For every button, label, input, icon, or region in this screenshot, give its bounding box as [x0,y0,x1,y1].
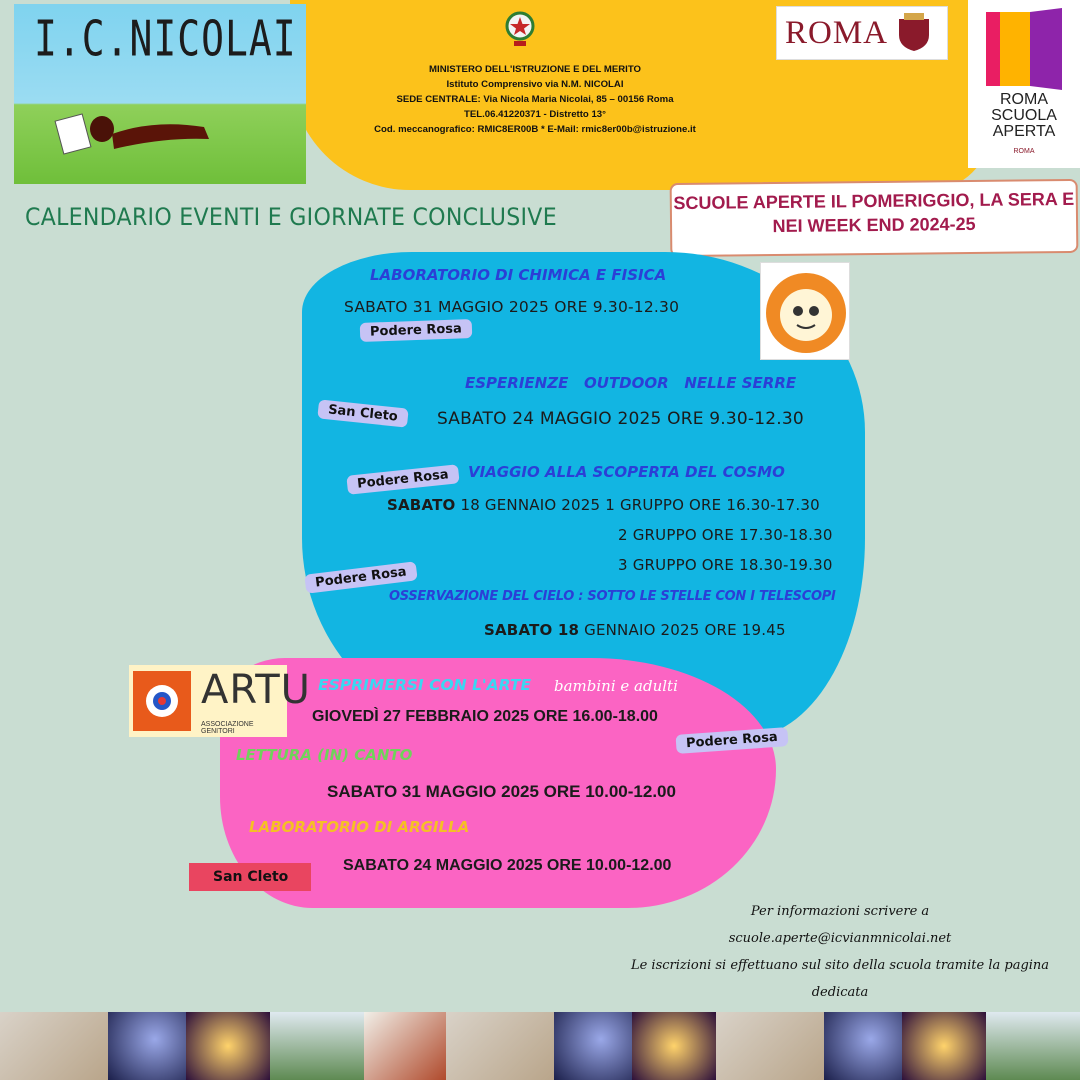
event-date: GIOVEDÌ 27 FEBBRAIO 2025 ORE 16.00-18.00 [312,708,658,725]
ministry-header [335,62,735,137]
rsa-line: ROMA [1000,91,1048,108]
info-email: scuole.aperte@icvianmnicolai.net [728,931,952,946]
event-date: SABATO 24 MAGGIO 2025 ORE 10.00-12.00 [343,857,672,874]
event-line: 3 GRUPPO ORE 18.30-19.30 [618,556,833,574]
event-title: OSSERVAZIONE DEL CIELO : SOTTO LE STELLE CON I TELESCOPI [389,589,836,604]
sparkle-image [186,1012,270,1080]
event-date: SABATO 31 MAGGIO 2025 ORE 9.30-12.30 [344,298,680,316]
event-date [387,496,820,514]
roma-logo-text: ROMA [785,14,889,51]
info-line: dedicata [811,985,869,1000]
event-line: 18 GENNAIO 2025 1 GRUPPO ORE 16.30-17.30 [460,496,820,514]
event-subtitle: bambini e adulti [554,677,678,695]
ministry-line: TEL.06.41220371 - Distretto 13° [464,109,606,120]
telescope-image [824,1012,902,1080]
event-title: ESPRIMERSI CON L'ARTE [318,676,532,694]
scienza-divertente-icon [761,263,851,361]
ministry-line: Cod. meccanografico: RMIC8ER00B * E-Mail: rmic8er00b@istruzione.it [374,124,696,135]
photo-strip [0,1000,1080,1080]
location-tag: Podere Rosa [346,464,459,495]
sparkle-image [902,1012,986,1080]
rsa-line: SCUOLA [991,107,1057,124]
telescope-image [554,1012,632,1080]
event-title: LABORATORIO DI CHIMICA E FISICA [370,266,667,284]
telescope-image [108,1012,186,1080]
page-title: CALENDARIO EVENTI E GIORNATE CONCLUSIVE [25,203,557,231]
rsa-small-text: ROMA [1013,148,1035,155]
greenhouse-image [986,1012,1080,1080]
art-easel-image [446,1012,554,1080]
open-door-icon [986,8,1064,90]
event-line: GENNAIO 2025 ORE 19.45 [584,621,786,639]
sparkle-image [632,1012,716,1080]
art-easel-image [0,1012,108,1080]
greenhouse-image [270,1012,364,1080]
clay-powder-image [364,1012,446,1080]
school-logo [14,4,306,184]
location-tag: Podere Rosa [304,561,417,593]
republic-emblem-icon [504,8,536,48]
location-tag: Podere Rosa [360,319,472,342]
ministry-line: SEDE CENTRALE: Via Nicola Maria Nicolai, 85 – 00156 Roma [396,94,674,105]
roma-scuola-aperta-logo [968,0,1080,168]
event-title: LETTURA (IN) CANTO [236,746,413,764]
event-day: SABATO 18 [484,621,580,639]
event-line: 2 GRUPPO ORE 17.30-18.30 [618,526,833,544]
artu-logo-sub: ASSOCIAZIONE GENITORI [201,721,254,735]
event-day: SABATO [387,496,456,514]
info-line: Le iscrizioni si effettuano sul sito della scuola tramite la pagina [630,958,1050,973]
event-title: LABORATORIO DI ARGILLA [249,818,470,836]
artu-logo [129,665,311,737]
roma-logo [776,6,948,60]
artu-logo-text: ARTU [201,667,311,713]
info-line: Per informazioni scrivere a [750,904,930,919]
location-tag: San Cleto [189,863,311,891]
banner: SCUOLE APERTE IL POMERIGGIO, LA SERA E NEI WEEK END 2024-25 [670,179,1079,257]
art-easel-image [716,1012,824,1080]
event-date: SABATO 31 MAGGIO 2025 ORE 10.00-12.00 [327,782,676,801]
info-text [610,898,1070,1006]
child-reading-illustration [54,99,214,169]
school-logo-text: I.C.NICOLAI [34,10,297,68]
scienza-divertente-logo [760,262,850,360]
ministry-line: Istituto Comprensivo via N.M. NICOLAI [446,79,624,90]
roma-shield-icon [896,13,932,53]
event-title: ESPERIENZE OUTDOOR NELLE SERRE [465,374,797,392]
event-date [484,621,786,639]
location-tag: San Cleto [317,399,408,427]
artu-mark-icon [133,671,191,731]
event-title: VIAGGIO ALLA SCOPERTA DEL COSMO [468,463,785,481]
event-date: SABATO 24 MAGGIO 2025 ORE 9.30-12.30 [437,409,804,429]
ministry-line: MINISTERO DELL'ISTRUZIONE E DEL MERITO [429,64,641,75]
rsa-line: APERTA [992,123,1056,140]
location-tag: Podere Rosa [675,727,788,754]
rsa-logo-text [968,92,1080,140]
